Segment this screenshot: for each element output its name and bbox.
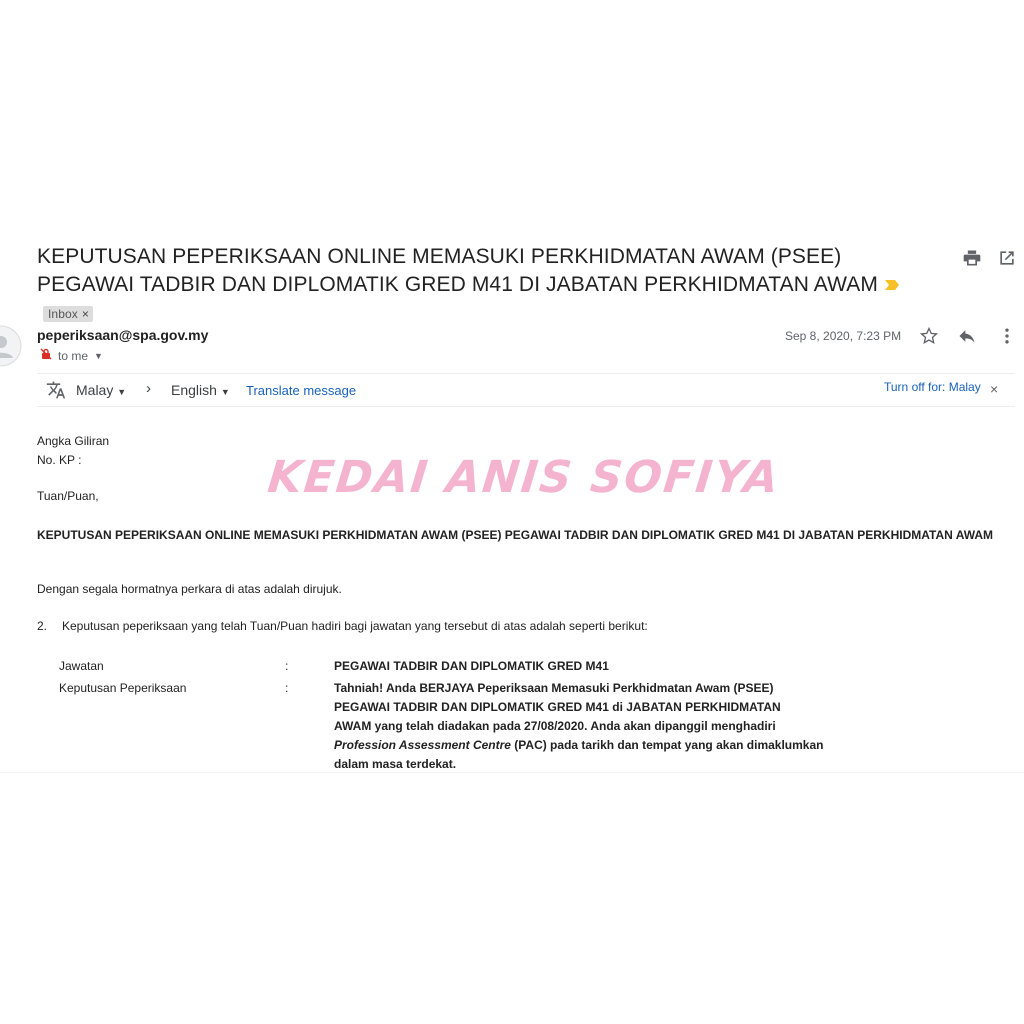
angka-giliran-label: Angka Giliran bbox=[37, 434, 110, 448]
source-dropdown-icon: ▼ bbox=[117, 387, 127, 397]
star-icon[interactable] bbox=[919, 326, 939, 351]
paragraph-2: Keputusan peperiksaan yang telah Tuan/Puan hadiri bagi jawatan yang tersebut di atas adalah seperti berikut: bbox=[62, 619, 648, 633]
open-new-window-icon[interactable] bbox=[997, 248, 1017, 273]
keputusan-line-5: dalam masa terdekat. bbox=[334, 757, 457, 771]
inbox-label bbox=[43, 306, 93, 322]
important-marker-icon[interactable] bbox=[884, 271, 900, 299]
keputusan-value bbox=[334, 679, 854, 774]
email-subject bbox=[37, 243, 907, 327]
print-icon[interactable] bbox=[962, 248, 982, 273]
translate-icon bbox=[46, 380, 66, 403]
sender-email[interactable]: peperiksaan@spa.gov.my bbox=[37, 327, 209, 343]
jawatan-value: PEGAWAI TADBIR DAN DIPLOMATIK GRED M41 bbox=[334, 659, 609, 673]
avatar-icon bbox=[0, 325, 22, 372]
keputusan-colon: : bbox=[285, 681, 289, 695]
recipient-line[interactable] bbox=[40, 348, 103, 363]
more-icon[interactable] bbox=[997, 326, 1017, 351]
source-language-text: Malay bbox=[76, 382, 114, 398]
jawatan-label: Jawatan bbox=[59, 659, 104, 673]
keputusan-line-4 bbox=[334, 736, 854, 755]
inbox-label-text: Inbox bbox=[48, 306, 78, 321]
turn-off-translate-link[interactable]: Turn off for: Malay bbox=[884, 380, 981, 394]
translate-message-link[interactable]: Translate message bbox=[246, 383, 357, 398]
salutation: Tuan/Puan, bbox=[37, 489, 99, 503]
keputusan-line-1: Tahniah! Anda BERJAYA Peperiksaan Memasuki Perkhidmatan Awam (PSEE) bbox=[334, 681, 774, 695]
watermark: KEDAI ANIS SOFIYA bbox=[265, 452, 783, 503]
no-kp-label: No. KP : bbox=[37, 453, 82, 467]
dropdown-icon[interactable]: ▼ bbox=[94, 350, 103, 361]
screenshot-edge bbox=[0, 772, 1024, 773]
reply-icon[interactable] bbox=[957, 326, 977, 351]
target-language-text: English bbox=[171, 382, 217, 398]
subject-text: KEPUTUSAN PEPERIKSAAN ONLINE MEMASUKI PERKHIDMATAN AWAM (PSEE) PEGAWAI TADBIR DAN DIPLOMATIK GRED M41 DI JABATAN PERKHIDMATAN AWAM bbox=[37, 245, 878, 296]
paragraph-2-number: 2. bbox=[37, 619, 48, 633]
remove-label-button[interactable]: × bbox=[81, 306, 89, 321]
pac-rest: (PAC) pada tarikh dan tempat yang akan dimaklumkan bbox=[510, 738, 824, 752]
jawatan-colon: : bbox=[285, 659, 289, 673]
translate-bar bbox=[37, 373, 1015, 407]
recipient-text: to me bbox=[58, 348, 89, 363]
unencrypted-icon bbox=[40, 348, 52, 363]
email-date: Sep 8, 2020, 7:23 PM bbox=[785, 329, 902, 343]
target-language-select[interactable] bbox=[171, 382, 230, 398]
source-language-select[interactable] bbox=[76, 382, 126, 398]
keputusan-line-3: AWAM yang telah diadakan pada 27/08/2020. Anda akan dipanggil menghadiri bbox=[334, 719, 776, 733]
paragraph-1: Dengan segala hormatnya perkara di atas adalah dirujuk. bbox=[37, 582, 342, 596]
keputusan-line-2: PEGAWAI TADBIR DAN DIPLOMATIK GRED M41 di JABATAN PERKHIDMATAN bbox=[334, 700, 781, 714]
keputusan-label: Keputusan Peperiksaan bbox=[59, 681, 187, 695]
close-translate-button[interactable]: × bbox=[990, 381, 999, 397]
pac-italic: Profession Assessment Centre bbox=[334, 738, 511, 752]
chevron-right-icon: › bbox=[146, 380, 151, 397]
target-dropdown-icon: ▼ bbox=[220, 387, 230, 397]
body-heading: KEPUTUSAN PEPERIKSAAN ONLINE MEMASUKI PERKHIDMATAN AWAM (PSEE) PEGAWAI TADBIR DAN DIPLOMATIK GRED M41 DI JABATAN PERKHIDMATAN AWAM bbox=[37, 528, 994, 542]
